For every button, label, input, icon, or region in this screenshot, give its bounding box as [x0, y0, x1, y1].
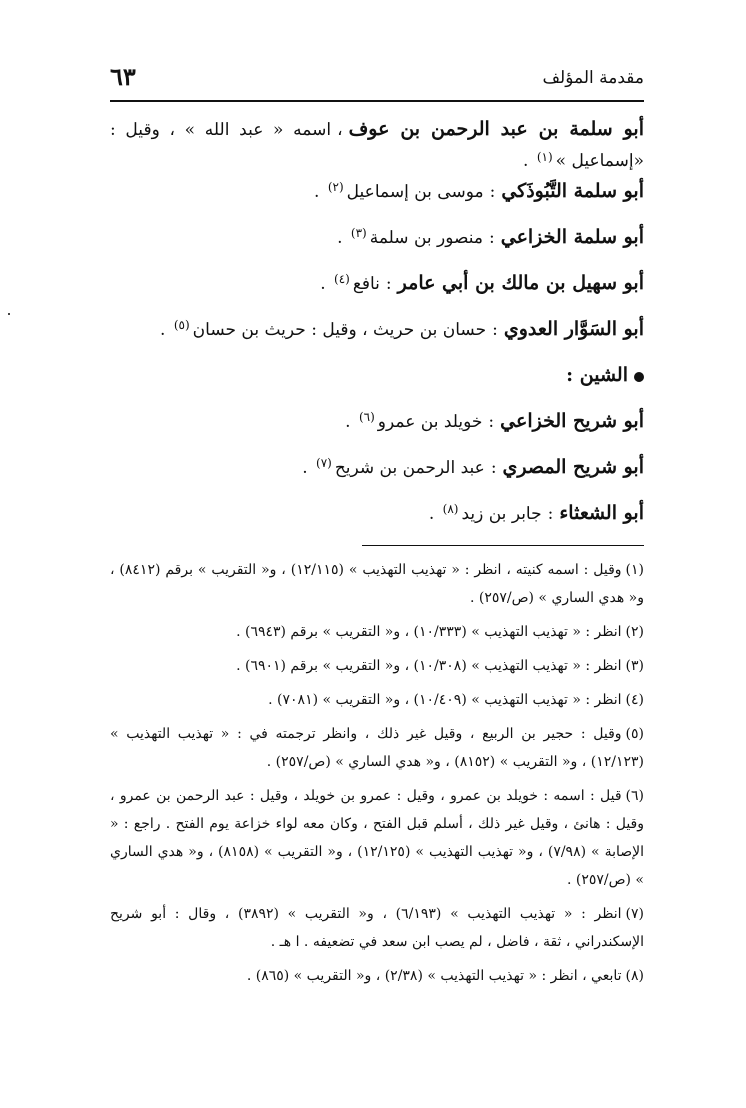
entry-separator: : [547, 504, 554, 524]
entry-text: منصور بن سلمة [369, 228, 483, 248]
footnote [110, 720, 644, 776]
footnote-number: (٣) [625, 658, 644, 674]
entry-text: نافع [352, 274, 380, 294]
footnote [110, 618, 644, 646]
entry-kunya: أبو سلمة الخزاعي [500, 226, 644, 248]
footnote-ref: (٤) [334, 272, 350, 286]
entry-separator: : [489, 182, 496, 202]
footnote-number: (٧) [625, 906, 644, 922]
entry [110, 222, 644, 268]
section-heading-row [110, 360, 644, 406]
footnote-ref: (٥) [173, 318, 190, 332]
footnote-number: (٤) [625, 692, 644, 708]
entry-text: عبد الرحمن بن شريح [334, 458, 485, 478]
footnote-number: (١) [625, 562, 644, 578]
footnote-ref: (٣) [350, 226, 367, 240]
page-header [110, 62, 644, 96]
entry-kunya: أبو سهيل بن مالك بن أبي عامر [397, 272, 644, 294]
entry [110, 314, 644, 360]
footnotes [110, 556, 644, 996]
bullet-icon [634, 372, 644, 382]
footnote-ref: (٦) [358, 410, 375, 424]
entry-kunya: أبو السَوَّار العدوي [503, 318, 644, 340]
footnote-text: وقيل : اسمه كنيته ، انظر : « تهذيب التهذيب » (١٢/١١٥) ، و« التقريب » برقم (٨٤١٢) ، و« هدي الساري » (ص/٢٥٧) . [110, 562, 644, 606]
entry-separator: : [489, 228, 495, 248]
footnote [110, 962, 644, 990]
entry-end: . [428, 504, 435, 524]
header-rule [110, 100, 644, 102]
entry-text: حسان بن حريث ، وقيل : حريث بن حسان [192, 320, 487, 340]
entry-kunya: أبو شريح الخزاعي [500, 410, 644, 432]
entry-end: . [320, 274, 326, 294]
footnote-number: (٢) [625, 624, 644, 640]
entry-separator: : [490, 458, 497, 478]
entry-separator: : [488, 412, 495, 432]
running-title: مقدمة المؤلف [542, 68, 644, 88]
footnote-text: وقيل : حجير بن الربيع ، وقيل غير ذلك ، وانظر ترجمته في : « تهذيب التهذيب » (١٢/١٢٣) ، و« التقريب » (٨١٥٢) ، و« هدي الساري » (ص/٢٥٧) . [110, 726, 644, 770]
footnote-number: (٨) [625, 968, 644, 984]
footnote-number: (٦) [625, 788, 644, 804]
entry-separator: : [492, 320, 498, 340]
entry-text: موسى بن إسماعيل [346, 182, 484, 202]
entry-end: . [160, 320, 166, 340]
entry [110, 452, 644, 498]
footnote [110, 782, 644, 894]
footnote [110, 556, 644, 612]
entry-text: اسمه « عبد الله » ، وقيل : «إسماعيل » [110, 120, 644, 171]
entry-kunya: أبو سلمة بن عبد الرحمن بن عوف [348, 118, 645, 140]
entry [110, 268, 644, 314]
section-heading: الشين : [566, 364, 628, 386]
entry-end: . [302, 458, 308, 478]
footnote-text: انظر : « تهذيب التهذيب » (١٠/٣٣٣) ، و« التقريب » برقم (٦٩٤٣) . [236, 624, 622, 640]
footnote-text: انظر : « تهذيب التهذيب » (٦/١٩٣) ، و« التقريب » (٣٨٩٢) ، وقال : أبو شريح الإسكندراني ، ثقة ، فاضل ، لم يصب ابن سعد في تضعيفه . ا هـ . [110, 906, 644, 950]
footnote-ref: (٧) [316, 456, 332, 470]
footnote-text: تابعي ، انظر : « تهذيب التهذيب » (٢/٣٨) ، و« التقريب » (٨٦٥) . [246, 968, 622, 984]
margin-mark [8, 313, 10, 315]
entry-end: . [523, 151, 529, 171]
footnote [110, 900, 644, 956]
entry-end: . [337, 228, 343, 248]
entry-separator: : [385, 274, 392, 294]
page-number: ٦٣ [110, 62, 136, 91]
entry-kunya: أبو شريح المصري [502, 456, 644, 478]
entry [110, 406, 644, 452]
footnote-rule [362, 545, 644, 546]
footnote [110, 686, 644, 714]
entry [110, 114, 644, 176]
entry [110, 176, 644, 222]
footnote-number: (٥) [625, 726, 644, 742]
main-text [110, 114, 644, 544]
entry-text: جابر بن زيد [461, 504, 542, 524]
entry-kunya: أبو الشعثاء [559, 502, 644, 524]
footnote-text: انظر : « تهذيب التهذيب » (١٠/٤٠٩) ، و« التقريب » (٧٠٨١) . [268, 692, 622, 708]
entry-separator: ، [337, 120, 343, 140]
entry-text: خويلد بن عمرو [377, 412, 483, 432]
footnote-text: قيل : اسمه : خويلد بن عمرو ، وقيل : عمرو بن خويلد ، وقيل : عبد الرحمن بن عمرو ، وقيل : هانئ ، وقيل غير ذلك ، أسلم قبل الفتح ، وكان معه لواء خزاعة يوم الفتح . راجع : « الإصابة » (٧/٩٨) ، و« تهذيب التهذيب » (١٢/١٢٥) ، و« التقريب » (٨١٥٨) ، و« هدي الساري » (ص/٢٥٧) . [110, 788, 644, 888]
footnote-ref: (٨) [442, 502, 459, 516]
footnote-ref: (٢) [327, 180, 344, 194]
entry-end: . [314, 182, 320, 202]
footnote [110, 652, 644, 680]
footnote-ref: (١) [536, 150, 553, 164]
entry-kunya: أبو سلمة التَّبُوذَكي [501, 180, 644, 202]
footnote-text: انظر : « تهذيب التهذيب » (١٠/٣٠٨) ، و« التقريب » برقم (٦٩٠١) . [236, 658, 622, 674]
entry-end: . [345, 412, 351, 432]
entry [110, 498, 644, 544]
